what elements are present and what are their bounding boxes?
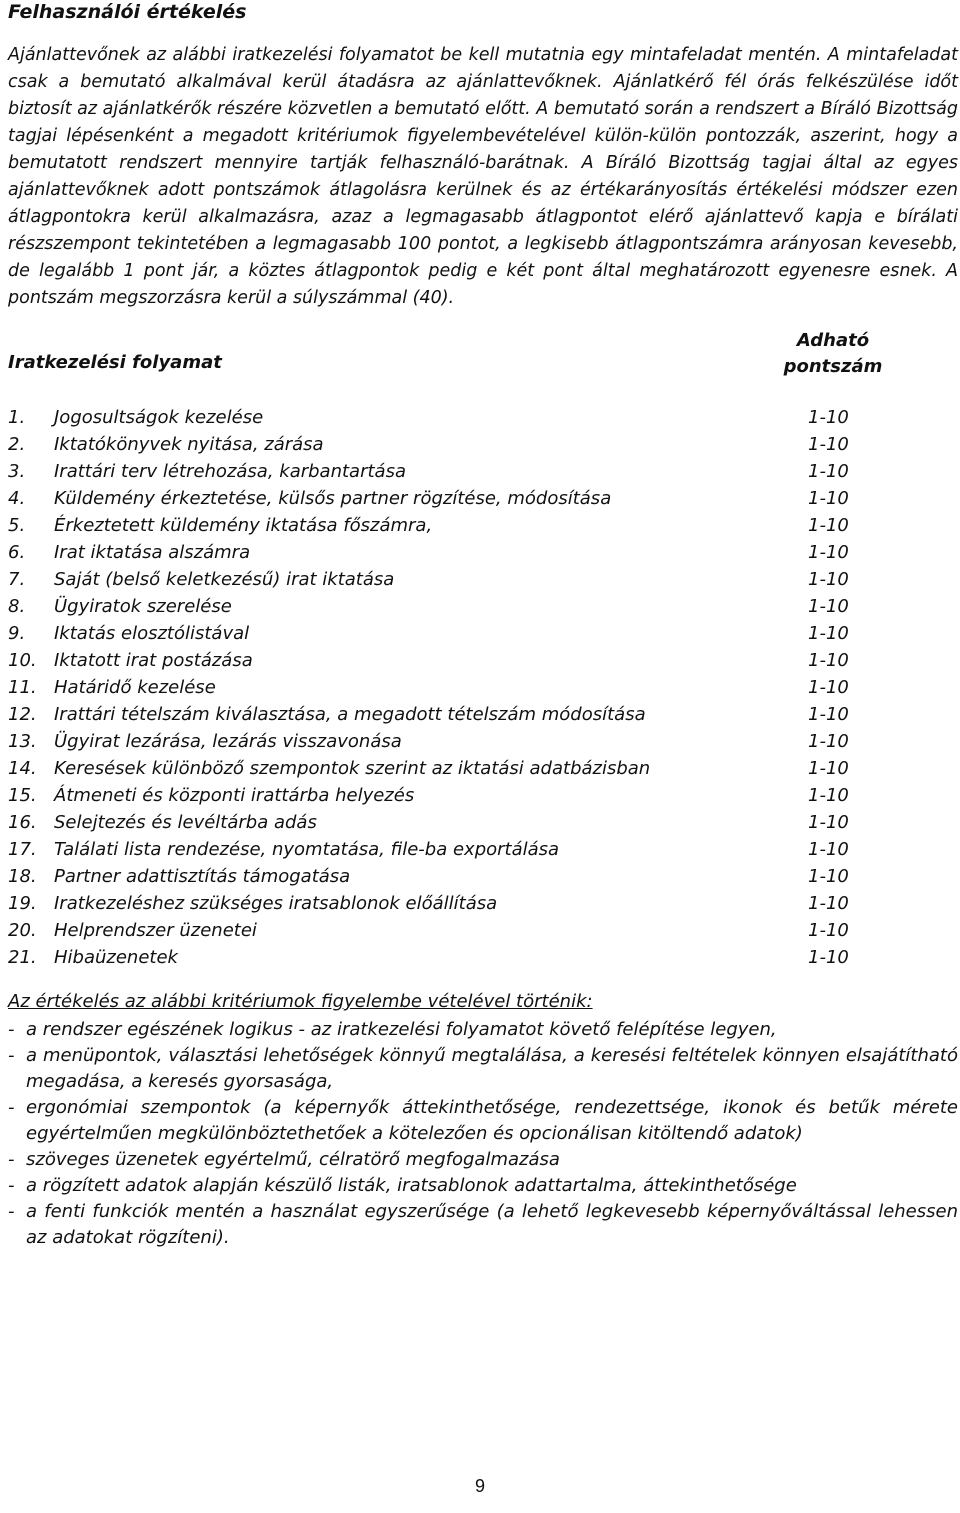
table-row <box>8 620 958 647</box>
table-row <box>8 404 958 431</box>
criteria-item <box>8 1017 958 1043</box>
row-score: 1-10 <box>808 839 849 860</box>
intro-paragraph: Ajánlattevőnek az alábbi iratkezelési folyamatot be kell mutatnia egy mintafeladat mentén. A mintafeladat csak a bemutató alkalmával kerül átadásra az ajánlattevőknek. Ajánlatkérő fél órás felkészülése időt biztosít az ajánlatkérők részére közvetlen a bemutató előtt. A bemutató során a rendszert a Bíráló Bizottság tagjai lépésenként a megadott kritériumok figyelembevételével külön-külön pontozzák, aszerint, hogy a bemutatott rendszert mennyire tartják felhasználó-barátnak. A Bíráló Bizottság tagjai által az egyes ajánlattevőknek adott pontszámok átlagolásra kerülnek és az értékarányosítás értékelési módszer ezen átlagpontokra kerül alkalmazásra, azaz a legmagasabb átlagpontot elérő ajánlattevő kapja e bírálati részszempont tekintetében a legmagasabb 100 pontot, a legkisebb átlagpontszámra arányosan kevesebb, de legalább 1 pont jár, a köztes átlagpontok pedig e két pont által meghatározott egyenesre esnek. A pontszám megszorzásra kerül a súlyszámmal (40). <box>8 45 958 308</box>
row-number: 2. <box>8 434 26 455</box>
row-score: 1-10 <box>808 461 849 482</box>
table-row <box>8 809 958 836</box>
row-score: 1-10 <box>808 542 849 563</box>
row-number: 12. <box>8 704 37 725</box>
row-score: 1-10 <box>808 731 849 752</box>
row-number: 20. <box>8 920 37 941</box>
row-number: 14. <box>8 758 37 779</box>
row-score: 1-10 <box>808 704 849 725</box>
criteria-text: a menüpontok, választási lehetőségek könnyű megtalálása, a keresési feltételek könnyen elsajátítható megadása, a keresés gyorsasága, <box>26 1045 958 1092</box>
table-header-process: Iratkezelési folyamat <box>8 352 222 373</box>
section-title: Felhasználói értékelés <box>8 1 247 23</box>
row-score: 1-10 <box>808 920 849 941</box>
table-row <box>8 836 958 863</box>
criteria-item <box>8 1095 958 1147</box>
row-label: Küldemény érkeztetése, külsős partner rögzítése, módosítása <box>54 488 612 509</box>
row-score: 1-10 <box>808 569 849 590</box>
criteria-item <box>8 1199 958 1251</box>
row-score: 1-10 <box>808 434 849 455</box>
row-number: 18. <box>8 866 37 887</box>
row-label: Találati lista rendezése, nyomtatása, file-ba exportálása <box>54 839 560 860</box>
row-label: Ügyirat lezárása, lezárás visszavonása <box>54 731 402 752</box>
bullet-dash: - <box>8 1201 15 1222</box>
row-label: Helprendszer üzenetei <box>54 920 257 941</box>
table-row <box>8 728 958 755</box>
row-number: 17. <box>8 839 37 860</box>
row-score: 1-10 <box>808 785 849 806</box>
criteria-item <box>8 1147 958 1173</box>
table-row <box>8 593 958 620</box>
bullet-dash: - <box>8 1019 15 1040</box>
process-table <box>8 404 958 971</box>
table-row <box>8 782 958 809</box>
row-label: Irat iktatása alszámra <box>54 542 251 563</box>
table-row <box>8 674 958 701</box>
row-score: 1-10 <box>808 407 849 428</box>
table-row <box>8 917 958 944</box>
row-score: 1-10 <box>808 515 849 536</box>
bullet-dash: - <box>8 1149 15 1170</box>
row-number: 6. <box>8 542 26 563</box>
row-label: Határidő kezelése <box>54 677 216 698</box>
row-score: 1-10 <box>808 866 849 887</box>
row-number: 15. <box>8 785 37 806</box>
row-label: Hibaüzenetek <box>54 947 178 968</box>
row-label: Irattári terv létrehozása, karbantartása <box>54 461 406 482</box>
table-row <box>8 647 958 674</box>
row-number: 10. <box>8 650 37 671</box>
bullet-dash: - <box>8 1097 15 1118</box>
table-row <box>8 458 958 485</box>
row-label: Érkeztetett küldemény iktatása főszámra, <box>54 515 433 536</box>
row-label: Partner adattisztítás támogatása <box>54 866 351 887</box>
row-label: Saját (belső keletkezésű) irat iktatása <box>54 569 395 590</box>
row-label: Iratkezeléshez szükséges iratsablonok előállítása <box>54 893 498 914</box>
row-number: 1. <box>8 407 26 428</box>
table-row <box>8 431 958 458</box>
row-label: Átmeneti és központi irattárba helyezés <box>54 785 415 806</box>
bullet-dash: - <box>8 1175 15 1196</box>
criteria-text: szöveges üzenetek egyértelmű, célratörő megfogalmazása <box>26 1149 560 1170</box>
page-number: 9 <box>474 1476 485 1496</box>
criteria-list <box>8 1017 958 1251</box>
criteria-text: ergonómiai szempontok (a képernyők áttekinthetősége, rendezettsége, ikonok és betűk mérete egyértelműen megkülönböztethetőek a kötelezően és opcionálisan kitöltendő adatok) <box>26 1097 958 1144</box>
row-label: Iktatás elosztólistával <box>54 623 250 644</box>
table-header-score: Adható pontszám <box>783 330 883 377</box>
row-label: Selejtezés és levéltárba adás <box>54 812 317 833</box>
row-label: Irattári tételszám kiválasztása, a megadott tételszám módosítása <box>54 704 646 725</box>
criteria-text: a rendszer egészének logikus - az iratkezelési folyamatot követő felépítése legyen, <box>26 1019 777 1040</box>
row-score: 1-10 <box>808 623 849 644</box>
row-label: Keresések különböző szempontok szerint az iktatási adatbázisban <box>54 758 651 779</box>
criteria-text: a fenti funkciók mentén a használat egyszerűsége (a lehető legkevesebb képernyőváltással lehessen az adatokat rögzíteni). <box>26 1201 958 1248</box>
table-row <box>8 512 958 539</box>
row-number: 9. <box>8 623 26 644</box>
row-score: 1-10 <box>808 812 849 833</box>
row-number: 7. <box>8 569 26 590</box>
table-row <box>8 890 958 917</box>
table-row <box>8 701 958 728</box>
row-number: 16. <box>8 812 37 833</box>
row-label: Iktatott irat postázása <box>54 650 253 671</box>
row-number: 19. <box>8 893 37 914</box>
row-score: 1-10 <box>808 758 849 779</box>
criteria-item <box>8 1173 958 1199</box>
row-score: 1-10 <box>808 677 849 698</box>
row-number: 5. <box>8 515 26 536</box>
row-score: 1-10 <box>808 947 849 968</box>
row-number: 4. <box>8 488 26 509</box>
row-label: Iktatókönyvek nyitása, zárása <box>54 434 324 455</box>
row-number: 11. <box>8 677 37 698</box>
criteria-heading: Az értékelés az alábbi kritériumok figyelembe vételével történik: <box>8 991 593 1012</box>
table-row <box>8 944 958 971</box>
table-row <box>8 539 958 566</box>
table-row <box>8 863 958 890</box>
row-score: 1-10 <box>808 596 849 617</box>
criteria-text: a rögzített adatok alapján készülő listák, iratsablonok adattartalma, áttekinthetősége <box>26 1175 797 1196</box>
row-label: Ügyiratok szerelése <box>54 596 232 617</box>
row-number: 8. <box>8 596 26 617</box>
table-row <box>8 566 958 593</box>
row-score: 1-10 <box>808 488 849 509</box>
row-score: 1-10 <box>808 650 849 671</box>
table-row <box>8 485 958 512</box>
row-number: 21. <box>8 947 37 968</box>
bullet-dash: - <box>8 1045 15 1066</box>
table-row <box>8 755 958 782</box>
row-score: 1-10 <box>808 893 849 914</box>
criteria-item <box>8 1043 958 1095</box>
row-label: Jogosultságok kezelése <box>54 407 264 428</box>
row-number: 13. <box>8 731 37 752</box>
row-number: 3. <box>8 461 26 482</box>
